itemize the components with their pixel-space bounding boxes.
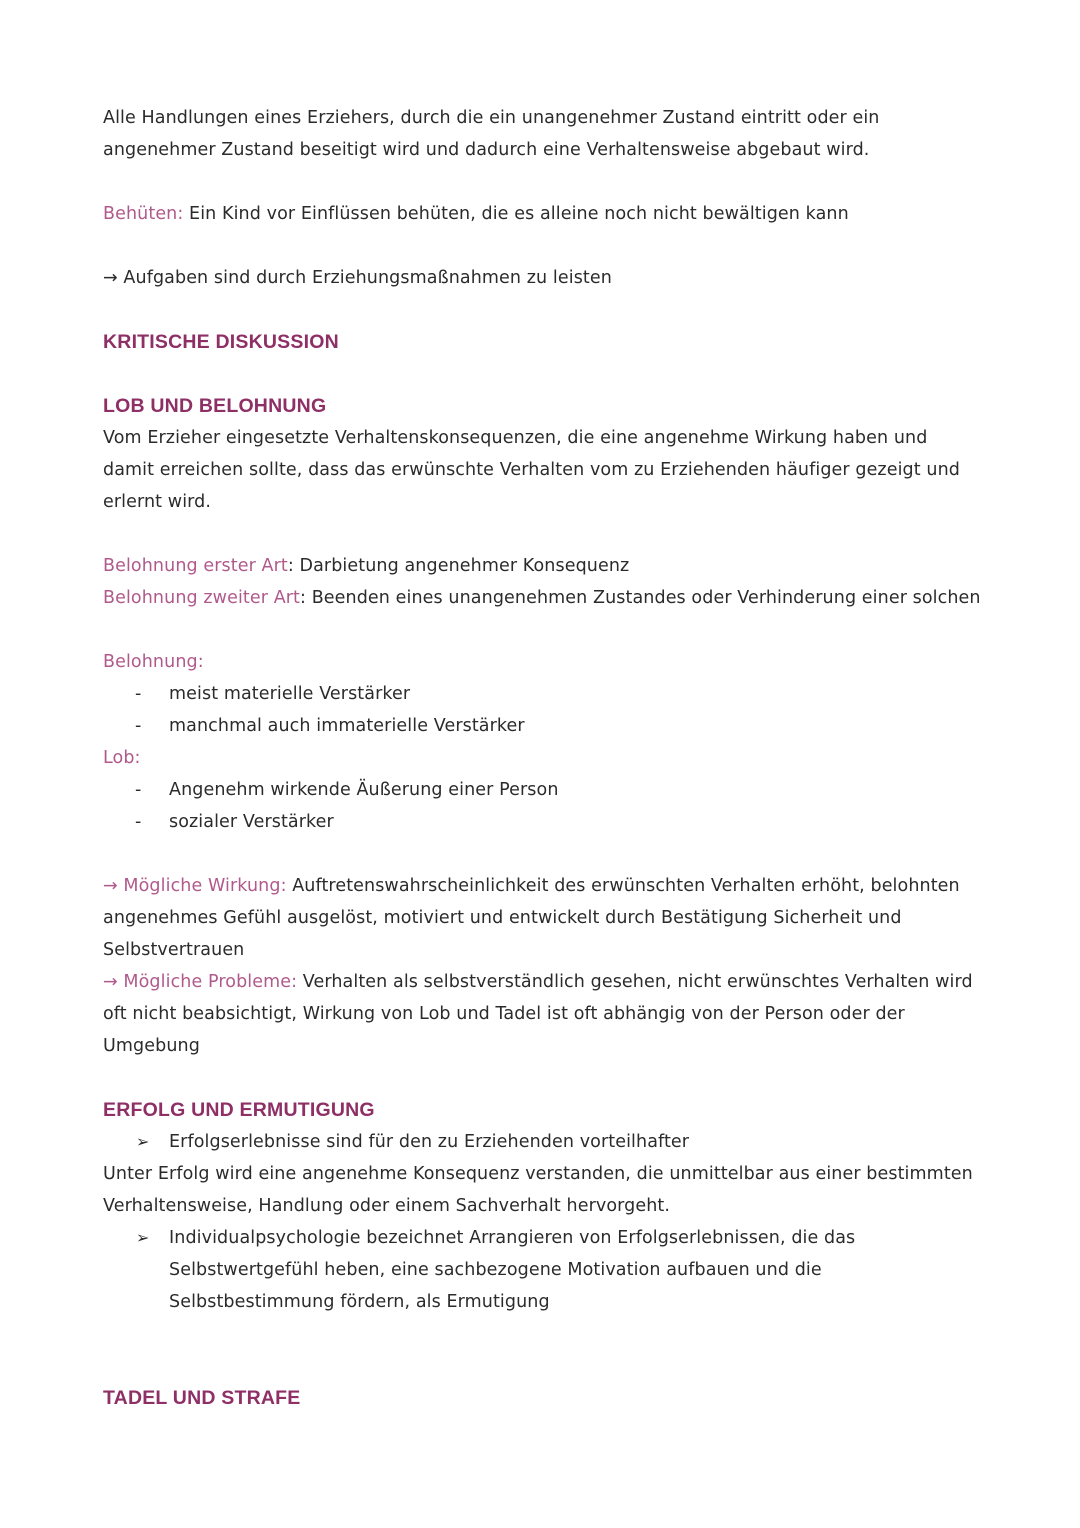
erfolg-list-1 [103,1126,983,1158]
behueten-text: Ein Kind vor Einflüssen behüten, die es alleine noch nicht bewältigen kann [183,204,849,224]
belohnung-label: Belohnung: [103,652,204,672]
dash-marker: - [135,684,142,704]
intro-paragraph: Alle Handlungen eines Erziehers, durch die ein unangenehmer Zustand eintritt oder ein angenehmer Zustand beseitigt wird und dadurch eine Verhaltensweise abgebaut wird. [103,108,880,160]
dash-marker: - [135,812,142,832]
list-item [103,1126,983,1158]
probleme-text: Verhalten als selbstverständlich gesehen, nicht erwünschtes Verhalten wird oft nicht beabsichtigt, Wirkung von Lob und Tadel ist oft abhängig von der Person oder der Umgebung [103,972,973,1056]
heading-lob-und-belohnung: LOB UND BELOHNUNG [103,395,327,417]
moegliche-wirkung [103,870,983,966]
belohnung-list [103,678,983,742]
dash-marker: - [135,780,142,800]
belohnung-erster-art-line [103,550,983,582]
arrow-note: → Aufgaben sind durch Erziehungsmaßnahmen zu leisten [103,268,612,288]
wirkung-label: → Mögliche Wirkung: [103,876,287,896]
belohnung-erster-art-text: : Darbietung angenehmer Konsequenz [287,556,630,576]
dash-marker: - [135,716,142,736]
probleme-label: → Mögliche Probleme: [103,972,298,992]
list-item [103,678,983,710]
list-item [103,806,983,838]
erfolg-list-2 [103,1222,983,1318]
lob-list [103,774,983,838]
list-item-text: Angenehm wirkende Äußerung einer Person [169,780,559,800]
list-item-text: sozialer Verstärker [169,812,334,832]
behueten-line [103,198,983,230]
arrow-bullet-icon: ➢ [136,1228,150,1247]
erfolg-paragraph: Unter Erfolg wird eine angenehme Konsequenz verstanden, die unmittelbar aus einer bestimmten Verhaltensweise, Handlung oder einem Sachverhalt hervorgeht. [103,1164,973,1216]
belohnung-zweiter-art-label: Belohnung zweiter Art [103,588,301,608]
list-item [103,710,983,742]
lob-label: Lob: [103,748,141,768]
belohnung-zweiter-art-text: : Beenden eines unangenehmen Zustandes oder Verhinderung einer solchen [300,588,981,608]
arrow-bullet-icon: ➢ [136,1132,150,1151]
list-item [103,774,983,806]
wirkung-text: Auftretenswahrscheinlichkeit des erwünschten Verhalten erhöht, belohnten angenehmes Gefühl ausgelöst, motiviert und entwickelt durch Bestätigung Sicherheit und Selbstvertrauen [103,876,960,960]
moegliche-probleme [103,966,983,1062]
belohnung-zweiter-art-line [103,582,983,614]
behueten-label: Behüten: [103,204,184,224]
lob-definition: Vom Erzieher eingesetzte Verhaltenskonsequenzen, die eine angenehme Wirkung haben und damit erreichen sollte, dass das erwünschte Verhalten vom zu Erziehenden häufiger gezeigt und erlernt wird. [103,428,960,512]
list-item-text: Erfolgserlebnisse sind für den zu Erziehenden vorteilhafter [169,1132,690,1152]
document-page [103,102,983,1414]
heading-kritische-diskussion: KRITISCHE DISKUSSION [103,331,339,353]
belohnung-erster-art-label: Belohnung erster Art [103,556,288,576]
list-item-text: manchmal auch immaterielle Verstärker [169,716,525,736]
heading-tadel-und-strafe: TADEL UND STRAFE [103,1387,301,1409]
list-item-text: meist materielle Verstärker [169,684,411,704]
list-item [103,1222,983,1318]
list-item-text: Individualpsychologie bezeichnet Arrangieren von Erfolgserlebnissen, die das Selbstwertgefühl heben, eine sachbezogene Motivation aufbauen und die Selbstbestimmung fördern, als Ermutigung [169,1228,856,1312]
heading-erfolg-und-ermutigung: ERFOLG UND ERMUTIGUNG [103,1099,375,1121]
